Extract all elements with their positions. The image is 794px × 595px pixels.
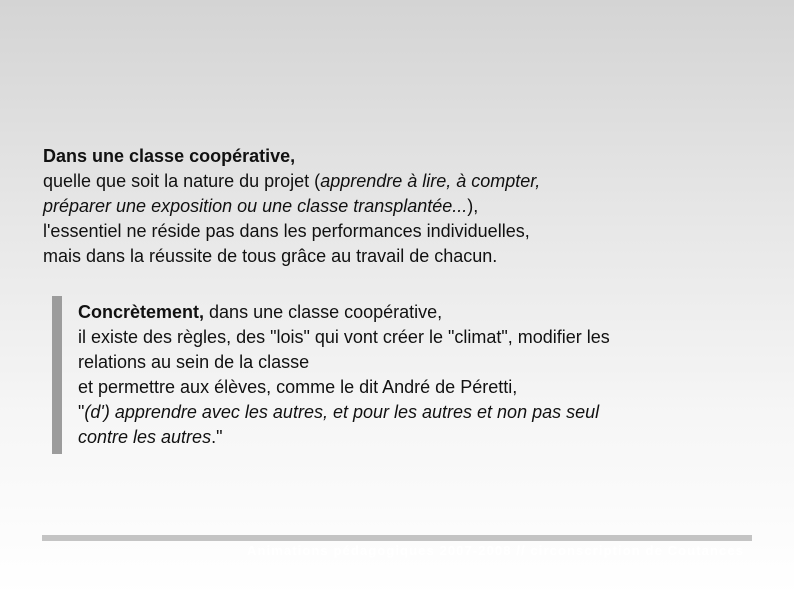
intro-line-2-italic: apprendre à lire, à compter, <box>320 171 541 191</box>
intro-line-4: l'essentiel ne réside pas dans les performances individuelles, <box>43 221 530 241</box>
footer-text: Animations pédagogiques 2007-2008 // circonscription de Coutances <box>246 543 744 558</box>
quote-line-3: relations au sein de la classe <box>78 352 310 372</box>
quote-line-4: et permettre aux élèves, comme le dit André de Péretti, <box>78 377 518 397</box>
quote-block <box>78 300 758 450</box>
intro-line-2 <box>43 169 763 194</box>
quote-line-6-close: ." <box>211 427 223 447</box>
intro-line-3-end: ), <box>467 196 479 216</box>
footer-rule <box>42 535 752 541</box>
quote-line-5-open: " <box>78 402 85 422</box>
intro-line-3 <box>43 194 763 219</box>
quote-line-6-italic: contre les autres <box>78 427 212 447</box>
quote-line-2: il existe des règles, des "lois" qui vont créer le "climat", modifier les <box>78 327 610 347</box>
quote-lead-rest: dans une classe coopérative, <box>204 302 443 322</box>
quote-lead-bold: Concrètement, <box>78 302 205 322</box>
quote-line-1 <box>78 300 758 325</box>
intro-paragraph <box>43 144 763 269</box>
quote-line-5 <box>78 400 758 425</box>
intro-line-2-text: quelle que soit la nature du projet ( <box>43 171 321 191</box>
intro-line-5: mais dans la réussite de tous grâce au travail de chacun. <box>43 246 498 266</box>
quote-line-5-italic: (d') apprendre avec les autres, et pour les autres et non pas seul <box>84 402 600 422</box>
quote-line-6 <box>78 425 758 450</box>
intro-line-3-italic: préparer une exposition ou une classe transplantée... <box>43 196 468 216</box>
quote-bar <box>52 296 62 454</box>
intro-heading: Dans une classe coopérative, <box>43 146 296 166</box>
